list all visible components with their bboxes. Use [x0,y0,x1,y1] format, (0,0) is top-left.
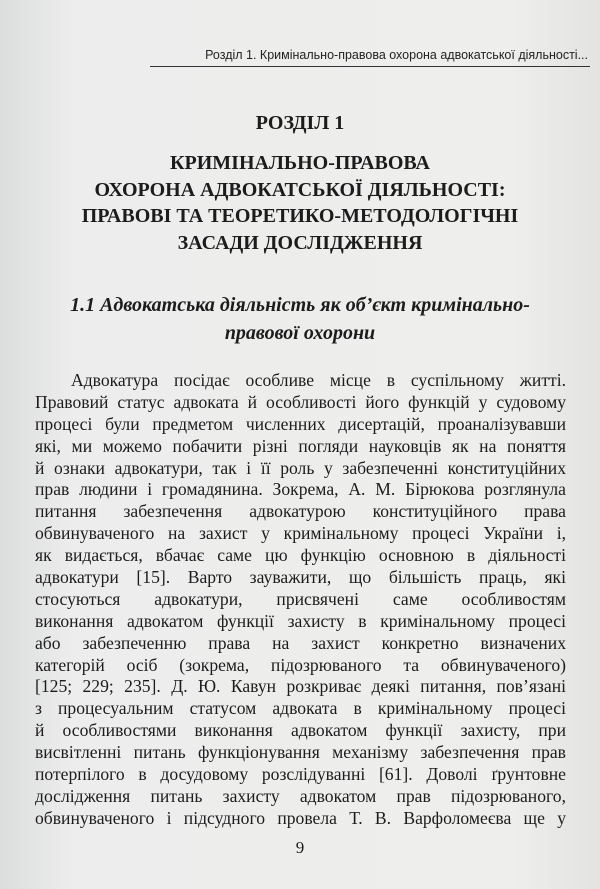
chapter-title-line: КРИМІНАЛЬНО-ПРАВОВА [170,152,430,174]
body-line: виконання адвокатом функції захисту в кримінальному процесі [35,610,566,631]
body-line: питання забезпечення адвокатурою конституційного права [35,501,566,522]
body-line: обвинуваченого і підсудного провела Т. В. Варфоломеєва ще у [35,807,566,828]
chapter-title-line: ПРАВОВІ ТА ТЕОРЕТИКО-МЕТОДОЛОГІЧНІ [81,205,519,227]
chapter-label: РОЗДІЛ 1 [255,112,345,134]
section-title [0,291,600,347]
body-line: категорій осіб (зокрема, підозрюваного та обвинуваченого) [35,654,566,675]
body-text [35,370,566,830]
body-line: висвітленні питань функціонування механізму забезпечення прав [35,742,566,763]
body-line: стосуються адвокатури, присвячені саме особливостям [35,588,566,609]
body-line: процесі були предметом численних дисертацій, проаналізувавши [35,413,566,434]
body-line: які, ми можемо побачити різні погляди науковців як на поняття [35,435,566,456]
running-header: Розділ 1. Кримінально-правова охорона адвокатської діяльності... [205,48,588,62]
body-line: або забезпеченню права на захист конкретно визначених [35,632,566,653]
body-line: обвинуваченого на захист у кримінальному процесі України і, [35,523,566,544]
section-title-line: 1.1 Адвокатська діяльність як об’єкт кримінально- [70,294,530,316]
chapter-title [0,150,600,256]
body-line: Правовий статус адвоката й особливості його функцій у судовому [35,391,566,412]
chapter-title-line: ОХОРОНА АДВОКАТСЬКОЇ ДІЯЛЬНОСТІ: [94,178,506,201]
page-number: 9 [295,838,305,857]
body-line: й особливостями виконання адвокатом функції захисту, при [35,720,566,741]
body-line: потерпілого в досудовому розслідуванні [61]. Доволі ґрунтовне [35,764,566,785]
body-line: з процесуальним статусом адвоката в кримінальному процесі [35,698,566,719]
body-line: дослідження питань захисту адвокатом прав підозрюваного, [35,785,566,806]
body-line: адвокатури [15]. Варто зауважити, що більшість праць, які [35,567,566,588]
body-line: прав людини і громадянина. Зокрема, А. М. Бірюкова розглянула [35,479,566,500]
section-title-line: правової охорони [224,322,376,344]
chapter-title-line: ЗАСАДИ ДОСЛІДЖЕННЯ [177,231,423,254]
body-line: й ознаки адвокатури, так і її роль у забезпеченні конституційних [35,457,566,478]
body-line: Адвокатура посідає особливе місце в суспільному житті. [71,370,566,390]
header-rule [150,66,590,67]
body-line: [125; 229; 235]. Д. Ю. Кавун розкриває деякі питання, пов’язані [35,676,566,697]
body-line: як видається, вбачає саме цю функцію основною в діяльності [35,545,566,566]
